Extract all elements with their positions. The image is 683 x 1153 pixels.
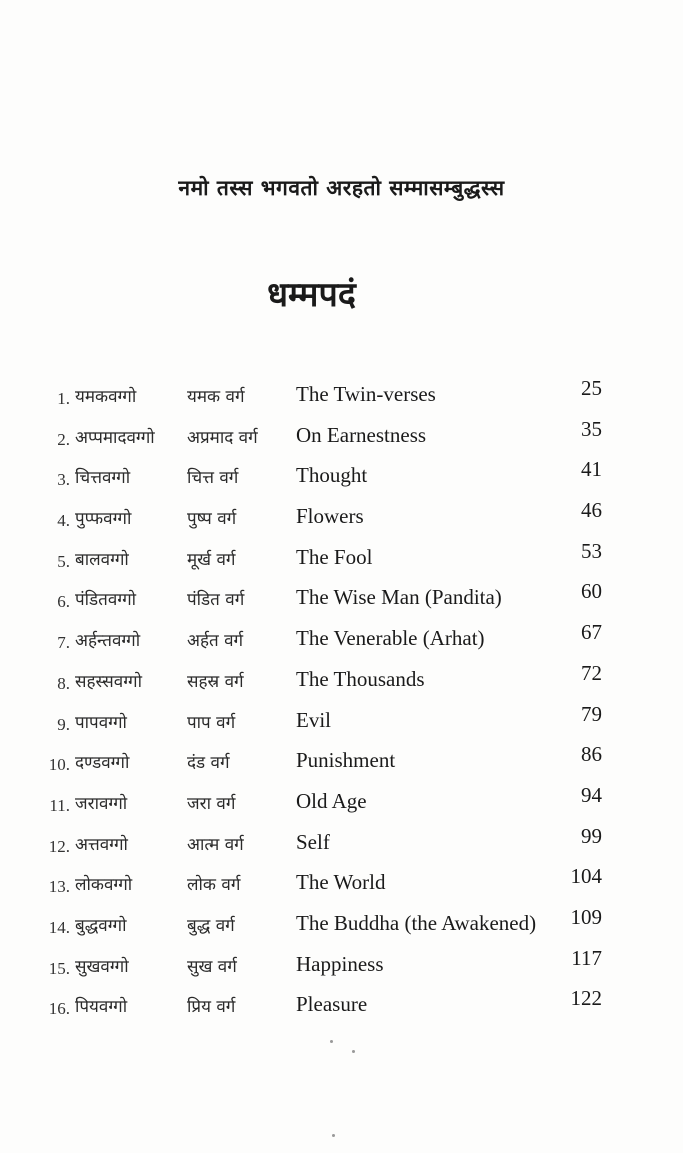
chapter-hindi-title: जरा वर्ग [187,793,236,814]
chapter-number: 9. [57,714,70,734]
chapter-page-number: 72 [581,660,602,685]
chapter-english-title: The World [296,870,386,895]
chapter-english-title: The Venerable (Arhat) [296,626,485,651]
chapter-english-title: Punishment [296,748,396,773]
chapter-english-title: The Fool [296,544,373,569]
chapter-english-title: Old Age [296,788,367,813]
chapter-hindi-title: पाप वर्ग [187,712,236,733]
chapter-hindi-title: बुद्ध वर्ग [187,915,235,936]
chapter-number: 5. [57,551,70,571]
chapter-number: 13. [48,877,70,897]
toc-row [30,661,630,702]
chapter-english-title: Pleasure [296,992,368,1017]
table-of-contents [30,376,630,1027]
chapter-english-title: On Earnestness [296,422,427,447]
toc-row [30,783,630,824]
chapter-number: 2. [57,429,70,449]
chapter-hindi-title: सहस्र वर्ग [187,671,244,692]
chapter-number: 3. [57,470,70,490]
chapter-hindi-title: अर्हत वर्ग [187,631,244,652]
chapter-number: 7. [57,633,70,653]
chapter-hindi-title: पंडित वर्ग [187,590,245,611]
chapter-english-title: The Twin-verses [296,382,436,406]
chapter-hindi-title: यमक वर्ग [187,387,245,407]
chapter-number: 16. [48,999,70,1019]
chapter-hindi-title: अप्रमाद वर्ग [187,427,258,448]
chapter-pali-title: पुप्फवग्गो [75,509,132,530]
chapter-page-number: 94 [581,782,602,807]
chapter-english-title: Flowers [296,504,364,529]
toc-row [30,498,630,539]
chapter-pali-title: बुद्धवग्गो [75,915,127,936]
chapter-hindi-title: आत्म वर्ग [187,834,244,855]
scan-speck [332,1134,335,1137]
chapter-page-number: 25 [581,376,602,400]
chapter-hindi-title: सुख वर्ग [187,956,237,977]
chapter-pali-title: अत्तवग्गो [75,834,128,855]
chapter-hindi-title: दंड वर्ग [187,753,230,774]
chapter-english-title: Happiness [296,951,384,976]
chapter-english-title: The Buddha (the Awakened) [296,910,537,935]
chapter-pali-title: दण्डवग्गो [75,753,130,774]
toc-row [30,620,630,661]
chapter-english-title: Self [296,829,330,854]
toc-row [30,824,630,865]
chapter-english-title: The Thousands [296,666,425,691]
chapter-hindi-title: प्रिय वर्ग [187,997,236,1018]
chapter-number: 14. [48,917,70,937]
invocation-heading: नमो तस्स भगवतो अरहतो सम्मासम्बुद्धस्स [178,175,505,200]
chapter-number: 1. [57,389,70,408]
chapter-page-number: 67 [581,620,602,645]
chapter-english-title: Thought [296,463,368,488]
chapter-pali-title: जरावग्गो [75,793,128,814]
chapter-pali-title: पंडितवग्गो [75,590,137,611]
toc-row [30,864,630,905]
toc-row [30,905,630,946]
toc-row [30,376,630,417]
chapter-english-title: Evil [296,707,331,732]
chapter-pali-title: चित्तवग्गो [75,468,131,489]
chapter-number: 6. [57,592,70,612]
scan-speck [352,1050,355,1053]
chapter-hindi-title: पुष्प वर्ग [187,509,237,530]
toc-row [30,417,630,458]
chapter-pali-title: लोकवग्गो [75,875,133,896]
scan-speck [330,1040,333,1043]
chapter-hindi-title: लोक वर्ग [187,875,241,896]
chapter-pali-title: सुखवग्गो [75,956,129,977]
chapter-hindi-title: मूर्ख वर्ग [187,549,236,570]
chapter-number: 8. [57,673,70,693]
chapter-number: 15. [48,958,70,978]
chapter-page-number: 35 [581,416,602,441]
toc-row [30,539,630,580]
chapter-pali-title: पियवग्गो [75,997,128,1018]
chapter-pali-title: अप्पमादवग्गो [75,427,155,448]
chapter-english-title: The Wise Man (Pandita) [296,585,502,610]
chapter-page-number: 46 [581,498,602,523]
chapter-page-number: 53 [581,538,602,563]
chapter-pali-title: पापवग्गो [75,712,127,733]
toc-row [30,986,630,1027]
chapter-hindi-title: चित्त वर्ग [187,468,239,489]
chapter-pali-title: यमकवग्गो [75,387,137,407]
chapter-pali-title: अर्हन्तवग्गो [75,631,141,652]
toc-row [30,579,630,620]
chapter-page-number: 104 [570,864,602,889]
chapter-page-number: 99 [581,823,602,848]
toc-row [30,457,630,498]
chapter-number: 12. [48,836,70,856]
chapter-page-number: 122 [570,986,602,1011]
chapter-pali-title: सहस्सवग्गो [75,671,142,692]
chapter-page-number: 79 [581,701,602,726]
chapter-number: 11. [49,795,70,815]
chapter-number: 10. [48,755,70,775]
toc-row [30,702,630,743]
chapter-page-number: 41 [581,457,602,482]
chapter-page-number: 117 [571,945,602,970]
chapter-pali-title: बालवग्गो [75,549,129,570]
toc-row [30,742,630,783]
toc-row [30,946,630,987]
chapter-page-number: 60 [581,579,602,604]
page-title: धम्मपदं [267,275,356,315]
chapter-page-number: 109 [570,904,602,929]
chapter-number: 4. [57,511,70,531]
chapter-page-number: 86 [581,742,602,767]
